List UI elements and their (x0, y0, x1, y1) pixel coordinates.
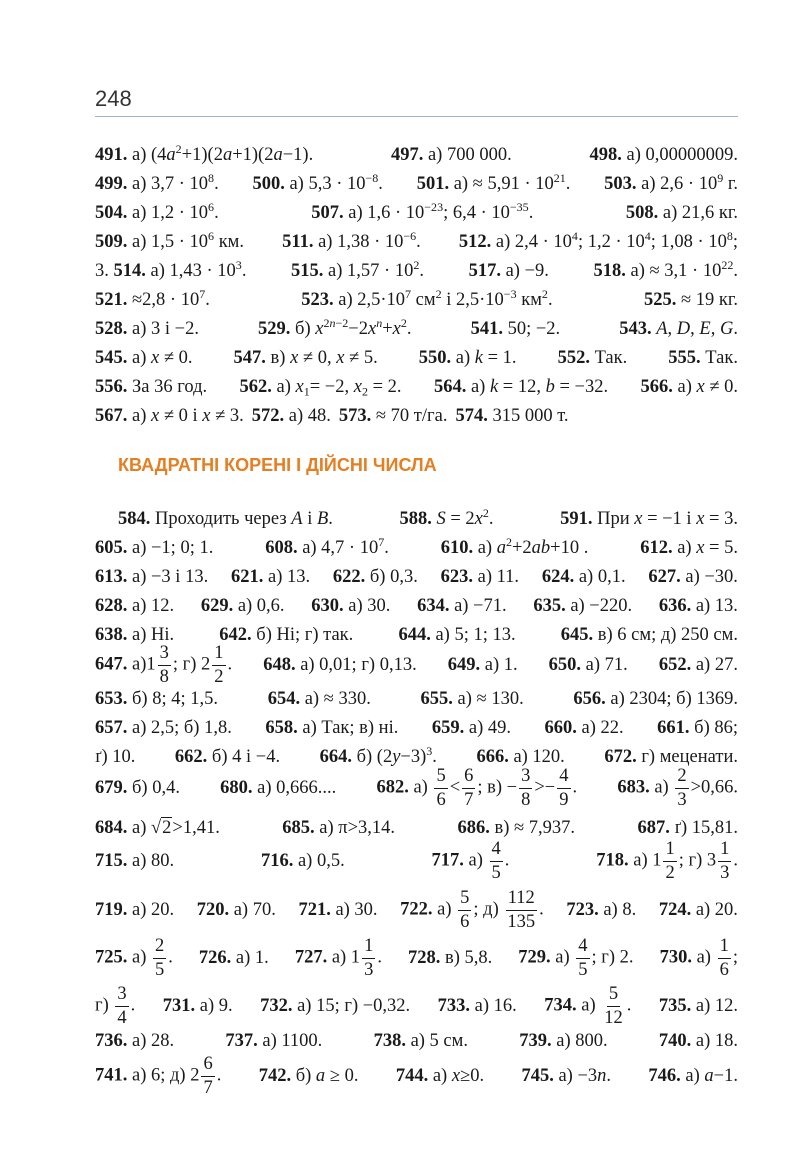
answer-number: 500. (252, 174, 285, 194)
answer-line: 545. а) x ≠ 0. 547. в) x ≠ 0, x ≠ 5. 550. а) k = 1. 552. Так. 555. Так. (95, 348, 738, 368)
section-heading: КВАДРАТНІ КОРЕНІ І ДІЙСНІ ЧИСЛА (118, 455, 437, 475)
answer-line: 741. а) 6; д) 2 $\frac{6}{7}$ . 742. б) a ≥ 0. 744. а) x≥0. 745. а) −3n. 746. а) a−1. (95, 1054, 738, 1098)
answer-number: 741. (95, 1065, 128, 1086)
answer-number: 499. (95, 174, 128, 194)
answer-line: 556. За 36 год. 562. а) $x_1= -2$, $x_2 = 2$. 564. а) k = 12, b = −32. 566. а) x ≠ 0. (95, 377, 738, 399)
answer-number: 509. (95, 232, 128, 252)
page-number: 248 (95, 86, 132, 111)
answer-line: г) $\frac{3}{4}$ . 731. а) 9. 732. а) 15; г) −0,32. 733. а) 16. 734. а) $\frac{5}{12}$ . 735. а) 12. (95, 984, 738, 1028)
answer-number: 574. (455, 406, 488, 426)
answer-number: 727. (294, 947, 328, 968)
answer-number: 735. (658, 996, 692, 1016)
answer-line: 653. б) 8; 4; 1,5. 654. а) ≈ 330. 655. а) ≈ 130. 656. а) 2304; б) 1369. (95, 689, 738, 709)
answer-number: 725. (95, 947, 128, 968)
answer-number: 649. (447, 655, 481, 675)
answer-number: 491. (95, 145, 128, 165)
answer-line: 509. а) $1,5 \cdot 10^6$ км. 511. а) $1,38 \cdot 10^{-6}$. 512. а) $2,4 \cdot 10^4$; $1,2 \cdot 10^4$; $1,08 \cdot 10^8$; (95, 228, 738, 252)
answer-number: 552. (557, 348, 590, 368)
answer-line: 613. а) −3 і 13. 621. а) 13. 622. б) 0,3. 623. а) 11. 624. а) 0,1. 627. а) −30. (95, 567, 738, 587)
answer-line: 3. 514. а) $1,43 \cdot 10^3$. 515. а) $1,57 \cdot 10^2$. 517. а) −9. 518. $а) \approx 3,1 \cdot 10^{22}$. (95, 257, 738, 281)
answer-number: 739. (519, 1031, 552, 1051)
answer-number: 523. (301, 290, 334, 310)
answer-number: 648. (263, 655, 296, 675)
answer-number: 642. (219, 625, 252, 645)
answer-number: 521. (95, 290, 128, 310)
fraction: $\frac{1}{2}$ (665, 839, 675, 883)
answer-number: 623. (440, 567, 473, 587)
answer-line: 528. а) 3 і −2. 529. б) $x^{2n-2}-2x^n+x^2$. 541. 50; −2. 543. A, D, E, G. (95, 315, 738, 339)
answer-number: 650. (548, 655, 582, 675)
answer-number: 684. (95, 818, 128, 838)
answer-line: 719. а) 20. 720. а) 70. 721. а) 30. 722. а) $\frac{5}{6}$ ; д) $\frac{112}{135}$ . 723. а) 8. 724. а) 20. (95, 888, 738, 932)
answer-number: 719. (95, 900, 128, 920)
answer-line: 491. а) $(4a^2+1)(2a+1)(2a-1)$. 497. а) 700 000. 498. а) 0,00000009. (95, 141, 738, 165)
answer-number: 731. (162, 996, 196, 1016)
answer-number: 659. (431, 718, 465, 738)
answer-number: 717. (431, 850, 464, 871)
answer-number: 645. (560, 625, 594, 645)
answer-number: 498. (589, 145, 622, 165)
answer-number: 556. (95, 377, 128, 397)
answer-number: 514. (113, 261, 146, 281)
fraction: $\frac{3}{8}$ (521, 766, 531, 810)
answer-number: 622. (332, 567, 366, 587)
fraction: $\frac{2}{5}$ (155, 936, 165, 980)
answer-number: 517. (468, 261, 501, 281)
answer-number: 605. (95, 538, 128, 558)
answer-number: 547. (233, 348, 266, 368)
answer-number: 562. (239, 377, 272, 397)
answer-number: 588. (399, 509, 432, 529)
answer-number: 497. (390, 145, 424, 165)
answer-number: 501. (416, 174, 450, 194)
answer-number: 518. (593, 261, 626, 281)
answer-number: 541. (470, 319, 503, 339)
answer-number: 655. (420, 689, 453, 709)
answer-number: 653. (95, 689, 128, 709)
answer-number: 528. (95, 319, 128, 339)
answer-number: 679. (95, 778, 128, 798)
answer-number: 736. (95, 1031, 128, 1051)
answer-number: 740. (658, 1031, 692, 1051)
answer-number: 555. (668, 348, 701, 368)
answer-number: 634. (417, 596, 450, 616)
fraction: $\frac{4}{5}$ (491, 839, 501, 883)
answer-number: 584. (118, 509, 151, 529)
fraction: $\frac{6}{7}$ (203, 1054, 213, 1098)
answer-line: 657. а) 2,5; б) 1,8. 658. а) Так; в) ні. 659. а) 49. 660. а) 22. 661. б) 86; (95, 718, 738, 738)
answer-line: 679. б) 0,4. 680. а) 0,666.... 682. а) $\frac{5}{6}$ < $\frac{6}{7}$ ; в) − $\frac{3}{8}$ >− $\frac{4}{9}$ . 683. а) $\frac{2}{3}$ >0,66. (95, 766, 738, 810)
answer-line: 584. Проходить через A і B. 588. $S = 2x^2$. 591. При x = −1 і x = 3. (118, 505, 738, 529)
answer-number: 504. (95, 203, 128, 223)
answer-number: 687. (637, 818, 670, 838)
answer-number: 724. (658, 900, 692, 920)
fraction: $\frac{5}{12}$ (604, 984, 623, 1028)
answer-number: 744. (395, 1066, 429, 1086)
answer-number: 738. (373, 1031, 406, 1051)
answer-line: 684. а) √2>1,41. 685. а) π>3,14. 686. в) ≈ 7,937. 687. ґ) 15,81. (95, 818, 738, 838)
answer-number: 545. (95, 348, 128, 368)
answer-number: 715. (95, 851, 128, 871)
answer-number: 726. (198, 948, 232, 968)
answer-number: 737. (225, 1031, 258, 1051)
answer-number: 662. (174, 747, 208, 767)
answer-number: 728. (407, 948, 441, 968)
answer-number: 660. (544, 718, 577, 738)
answer-number: 630. (311, 596, 344, 616)
answer-number: 572. (251, 406, 285, 426)
answer-line: 647. а)1 $\frac{3}{8}$ ; г) 2 $\frac{1}{2}$ . 648. а) 0,01; г) 0,13. 649. а) 1. 650. а) 71. 652. а) 27. (95, 643, 738, 687)
answer-number: 672. (604, 747, 637, 767)
answer-number: 564. (433, 377, 467, 397)
answer-number: 661. (657, 718, 690, 738)
answer-number: 566. (640, 377, 673, 397)
fraction: $\frac{5}{6}$ (460, 888, 470, 932)
answer-number: 550. (418, 348, 452, 368)
answer-number: 636. (658, 596, 692, 616)
answer-number: 657. (95, 718, 128, 738)
answer-number: 722. (400, 899, 433, 920)
fraction: $\frac{1}{3}$ (364, 936, 374, 980)
answer-line: 638. а) Ні. 642. б) Ні; г) так. 644. а) 5; 1; 13. 645. в) 6 см; д) 250 см. (95, 625, 738, 645)
answer-number: 629. (200, 596, 234, 616)
answer-number: 591. (560, 509, 593, 529)
answer-number: 686. (457, 818, 490, 838)
answer-number: 746. (648, 1066, 681, 1086)
answer-number: 656. (573, 689, 606, 709)
answer-line: 628. а) 12. 629. а) 0,6. 630. а) 30. 634. а) −71. 635. а) −220. 636. а) 13. (95, 596, 738, 616)
answer-number: 745. (521, 1066, 554, 1086)
answer-number: 624. (541, 567, 575, 587)
answer-number: 638. (95, 625, 128, 645)
answer-line: 715. а) 80. 716. а) 0,5. 717. а) $\frac{4}{5}$ . 718. а) 1 $\frac{1}{2}$ ; г) 3 $\frac{1}{3}$ . (95, 839, 738, 883)
answer-number: 573. (338, 406, 372, 426)
answer-line: ґ) 10. 662. б) 4 і −4. 664. б) $(2y-3)^3$. 666. а) 120. 672. г) меценати. (95, 743, 738, 767)
answer-number: 720. (196, 900, 230, 920)
answer-line: 504. а) $1,2 \cdot 10^6$. 507. а) $1,6 \cdot 10^{-23}$; $6,4 \cdot 10^{-35}$. 508. а) 21,6 кг. (95, 199, 738, 223)
fraction: $\frac{5}{6}$ (436, 766, 446, 810)
fraction: $\frac{2}{3}$ (677, 766, 687, 810)
answer-number: 647. (95, 654, 128, 675)
answer-number: 525. (643, 290, 677, 310)
answer-number: 612. (640, 538, 673, 558)
fraction: $\frac{1}{6}$ (719, 936, 729, 980)
fraction: $\frac{1}{3}$ (720, 839, 730, 883)
answer-number: 742. (258, 1066, 292, 1086)
fraction: $\frac{1}{2}$ (214, 643, 224, 687)
answer-line: 605. а) −1; 0; 1. 608. а) $4,7 \cdot 10^7$. 610. а) $a^2+2ab+10$ . 612. а) x = 5. (95, 534, 738, 558)
answer-number: 733. (437, 996, 471, 1016)
answer-number: 732. (260, 996, 293, 1016)
answer-number: 529. (258, 319, 291, 339)
answer-number: 682. (376, 777, 409, 798)
answer-line: 725. а) $\frac{2}{5}$ . 726. а) 1. 727. а) 1 $\frac{1}{3}$ . 728. в) 5,8. 729. а) $\frac{4}{5}$ ; г) 2. 730. а) $\frac{1}{6}$ ; (95, 936, 738, 980)
answer-number: 511. (282, 232, 314, 252)
answer-number: 515. (291, 261, 324, 281)
answer-number: 503. (604, 174, 637, 194)
answer-number: 635. (533, 596, 566, 616)
answer-number: 508. (625, 203, 659, 223)
answer-number: 664. (319, 747, 352, 767)
answer-number: 729. (518, 947, 551, 968)
answer-number: 652. (658, 655, 692, 675)
answer-number: 680. (220, 778, 253, 798)
header-rule (95, 116, 738, 117)
answer-number: 716. (260, 851, 294, 871)
answer-number: 658. (265, 718, 298, 738)
answer-number: 613. (95, 567, 128, 587)
answer-line: 567. а) x ≠ 0 і x ≠ 3. 572. а) 48. 573. ≈ 70 т/га. 574. 315 000 т. (95, 406, 569, 426)
answer-number: 627. (648, 567, 681, 587)
answer-number: 666. (476, 747, 509, 767)
fraction: $\frac{6}{7}$ (464, 766, 474, 810)
fraction: $\frac{3}{8}$ (159, 643, 169, 687)
answer-number: 628. (95, 596, 128, 616)
answer-number: 723. (566, 900, 599, 920)
answer-line: 736. а) 28. 737. а) 1100. 738. а) 5 см. 739. а) 800. 740. а) 18. (95, 1031, 738, 1051)
answer-number: 683. (617, 777, 650, 798)
answer-number: 610. (440, 538, 474, 558)
answer-number: 734. (544, 995, 577, 1016)
fraction: $\frac{3}{4}$ (117, 984, 127, 1028)
answer-line: 521. $\approx 2,8 \cdot 10^7$. 523. а) $2,5\cdot 10^7$ $см^2$ і $2,5\cdot 10^{-3}$ $км^2$. 525. ≈ 19 кг. (95, 286, 738, 310)
fraction: $\frac{4}{5}$ (578, 936, 588, 980)
answer-line: 499. а) $3,7 \cdot 10^8$. 500. а) $5,3 \cdot 10^{-8}$. 501. $а) \approx 5,91 \cdot 10^{21}$. 503. а) $2,6 \cdot 10^9$ г. (95, 170, 738, 194)
answer-number: 543. (619, 319, 652, 339)
answer-number: 621. (230, 567, 264, 587)
answer-number: 718. (596, 850, 629, 871)
answer-number: 644. (398, 625, 431, 645)
answer-number: 507. (311, 203, 344, 223)
fraction: $\frac{4}{9}$ (559, 766, 569, 810)
fraction: $\frac{112}{135}$ (507, 888, 536, 932)
answer-number: 685. (282, 818, 315, 838)
answer-number: 608. (265, 538, 298, 558)
answer-number: 567. (95, 406, 128, 426)
answer-number: 654. (267, 689, 301, 709)
answer-number: 721. (298, 900, 331, 920)
answer-number: 730. (659, 947, 692, 968)
answer-number: 512. (458, 232, 492, 252)
